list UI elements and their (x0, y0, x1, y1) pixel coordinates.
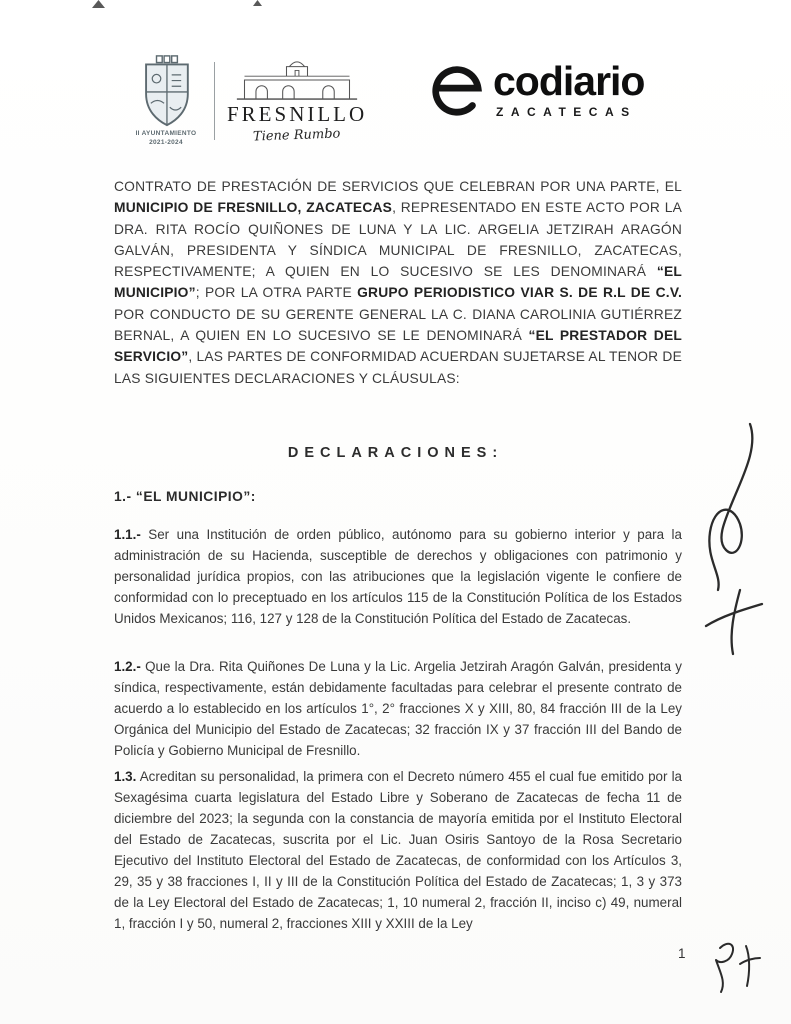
clause-1-3-label: 1.3. (114, 769, 137, 784)
declaraciones-heading: DECLARACIONES: (287, 445, 504, 461)
fresnillo-logo (130, 54, 367, 148)
contract-intro-paragraph: CONTRATO DE PRESTACIÓN DE SERVICIOS QUE CELEBRAN POR UNA PARTE, EL MUNICIPIO DE FRESNILLO, ZACATECAS, REPRESENTADO EN ESTE ACTO POR LA DRA. RITA ROCÍO QUIÑONES DE LUNA Y LA LIC. ARGELIA JETZIRAH ARAGÓN GALVÁN, PRESIDENTA Y SÍNDICA MUNICIPAL DE FRESNILLO, ZACATECAS, RESPECTIVAMENTE; A QUIEN EN LO SUCESIVO SE LES DENOMINARÁ “EL MUNICIPIO”; POR LA OTRA PARTE GRUPO PERIODISTICO VIAR S. DE R.L DE C.V. POR CONDUCTO DE SU GERENTE GENERAL LA C. DIANA CAROLINIA GUTIÉRREZ BERNAL, A QUIEN EN LO SUCESIVO SE LE DENOMINARÁ “EL PRESTADOR DEL SERVICIO”, LAS PARTES DE CONFORMIDAD ACUERDAN SUJETARSE AL TENOR DE LAS SIGUIENTES DECLARACIONES Y CLÁUSULAS: (114, 179, 682, 386)
ayuntamiento-label: II AYUNTAMIENTO (135, 130, 197, 137)
ayuntamiento-period: 2021-2024 (149, 138, 183, 146)
codiario-wordmark: codiario (493, 58, 645, 104)
page-number: 1 (678, 946, 686, 961)
clause-1-2-label: 1.2.- (114, 659, 141, 674)
signature-scribble-icon (686, 418, 774, 598)
handwritten-initials-icon (704, 934, 770, 998)
codiario-logo (428, 58, 645, 120)
clause-1-3-paragraph (114, 766, 682, 934)
scan-artifact-icon (253, 0, 262, 6)
fresnillo-crest-icon (137, 54, 195, 128)
scan-artifact-icon (92, 0, 105, 8)
clause-1-1-label: 1.1.- (114, 527, 141, 542)
clause-1-title: 1.- “EL MUNICIPIO”: (114, 489, 256, 504)
handwritten-check-icon (698, 586, 768, 664)
clause-1-1-paragraph (114, 524, 682, 629)
fresnillo-building-icon (233, 59, 361, 101)
clause-1-2-paragraph (114, 656, 682, 761)
logo-divider (214, 62, 215, 140)
fresnillo-tagline: Tiene Rumbo (253, 126, 342, 145)
clause-1-1-text: Ser una Institución de orden público, autónomo para su gobierno interior y para la administración de su Hacienda, susceptible de derechos y obligaciones con patrimonio y personalidad jurídica propios, con las atribuciones que la legislación vigente le confiere de conformidad con lo preceptuado en los artículos 115 de la Constitución Política de los Estados Unidos Mexicanos; 116, 127 y 128 de la Constitución Política del Estado de Zacatecas. (114, 527, 682, 626)
clause-1-2-text: Que la Dra. Rita Quiñones De Luna y la Lic. Argelia Jetzirah Aragón Galván, presidenta y síndica, respectivamente, están debidamente facultadas para celebrar el presente contrato de acuerdo a lo establecido en los artículos 1°, 2° fracciones X y XIII, 80, 84 fracción III de la Ley Orgánica del Municipio del Estado de Zacatecas; 32 fracción IX y 37 fracción III del Bando de Policía y Gobierno Municipal de Fresnillo. (114, 659, 682, 758)
fresnillo-wordmark: FRESNILLO (227, 101, 368, 126)
codiario-subtitle: ZACATECAS (496, 104, 637, 119)
codiario-e-icon (428, 62, 486, 120)
clause-1-3-text: Acreditan su personalidad, la primera con el Decreto número 455 el cual fue emitido por la Sexagésima cuarta legislatura del Estado Libre y Soberano de Zacatecas de fecha 11 de diciembre del 2023; la segunda con la constancia de mayoría emitida por el Instituto Electoral del Estado de Zacatecas, suscrita por el Lic. Juan Osiris Santoyo de la Rosa Secretario Ejecutivo del Instituto Electoral del Estado de Zacatecas, de conformidad con los Artículos 3, 29, 35 y 38 fracciones I, II y III de la Constitución Política del Estado de Zacatecas; 1, 3 y 373 de la Ley Electoral del Estado de Zacatecas; 1, 10 numeral 2, fracción II, inciso c) 49, numeral 1, fracción I y 50, numeral 2, fracciones XIII y XXIII de la Ley (114, 769, 682, 931)
